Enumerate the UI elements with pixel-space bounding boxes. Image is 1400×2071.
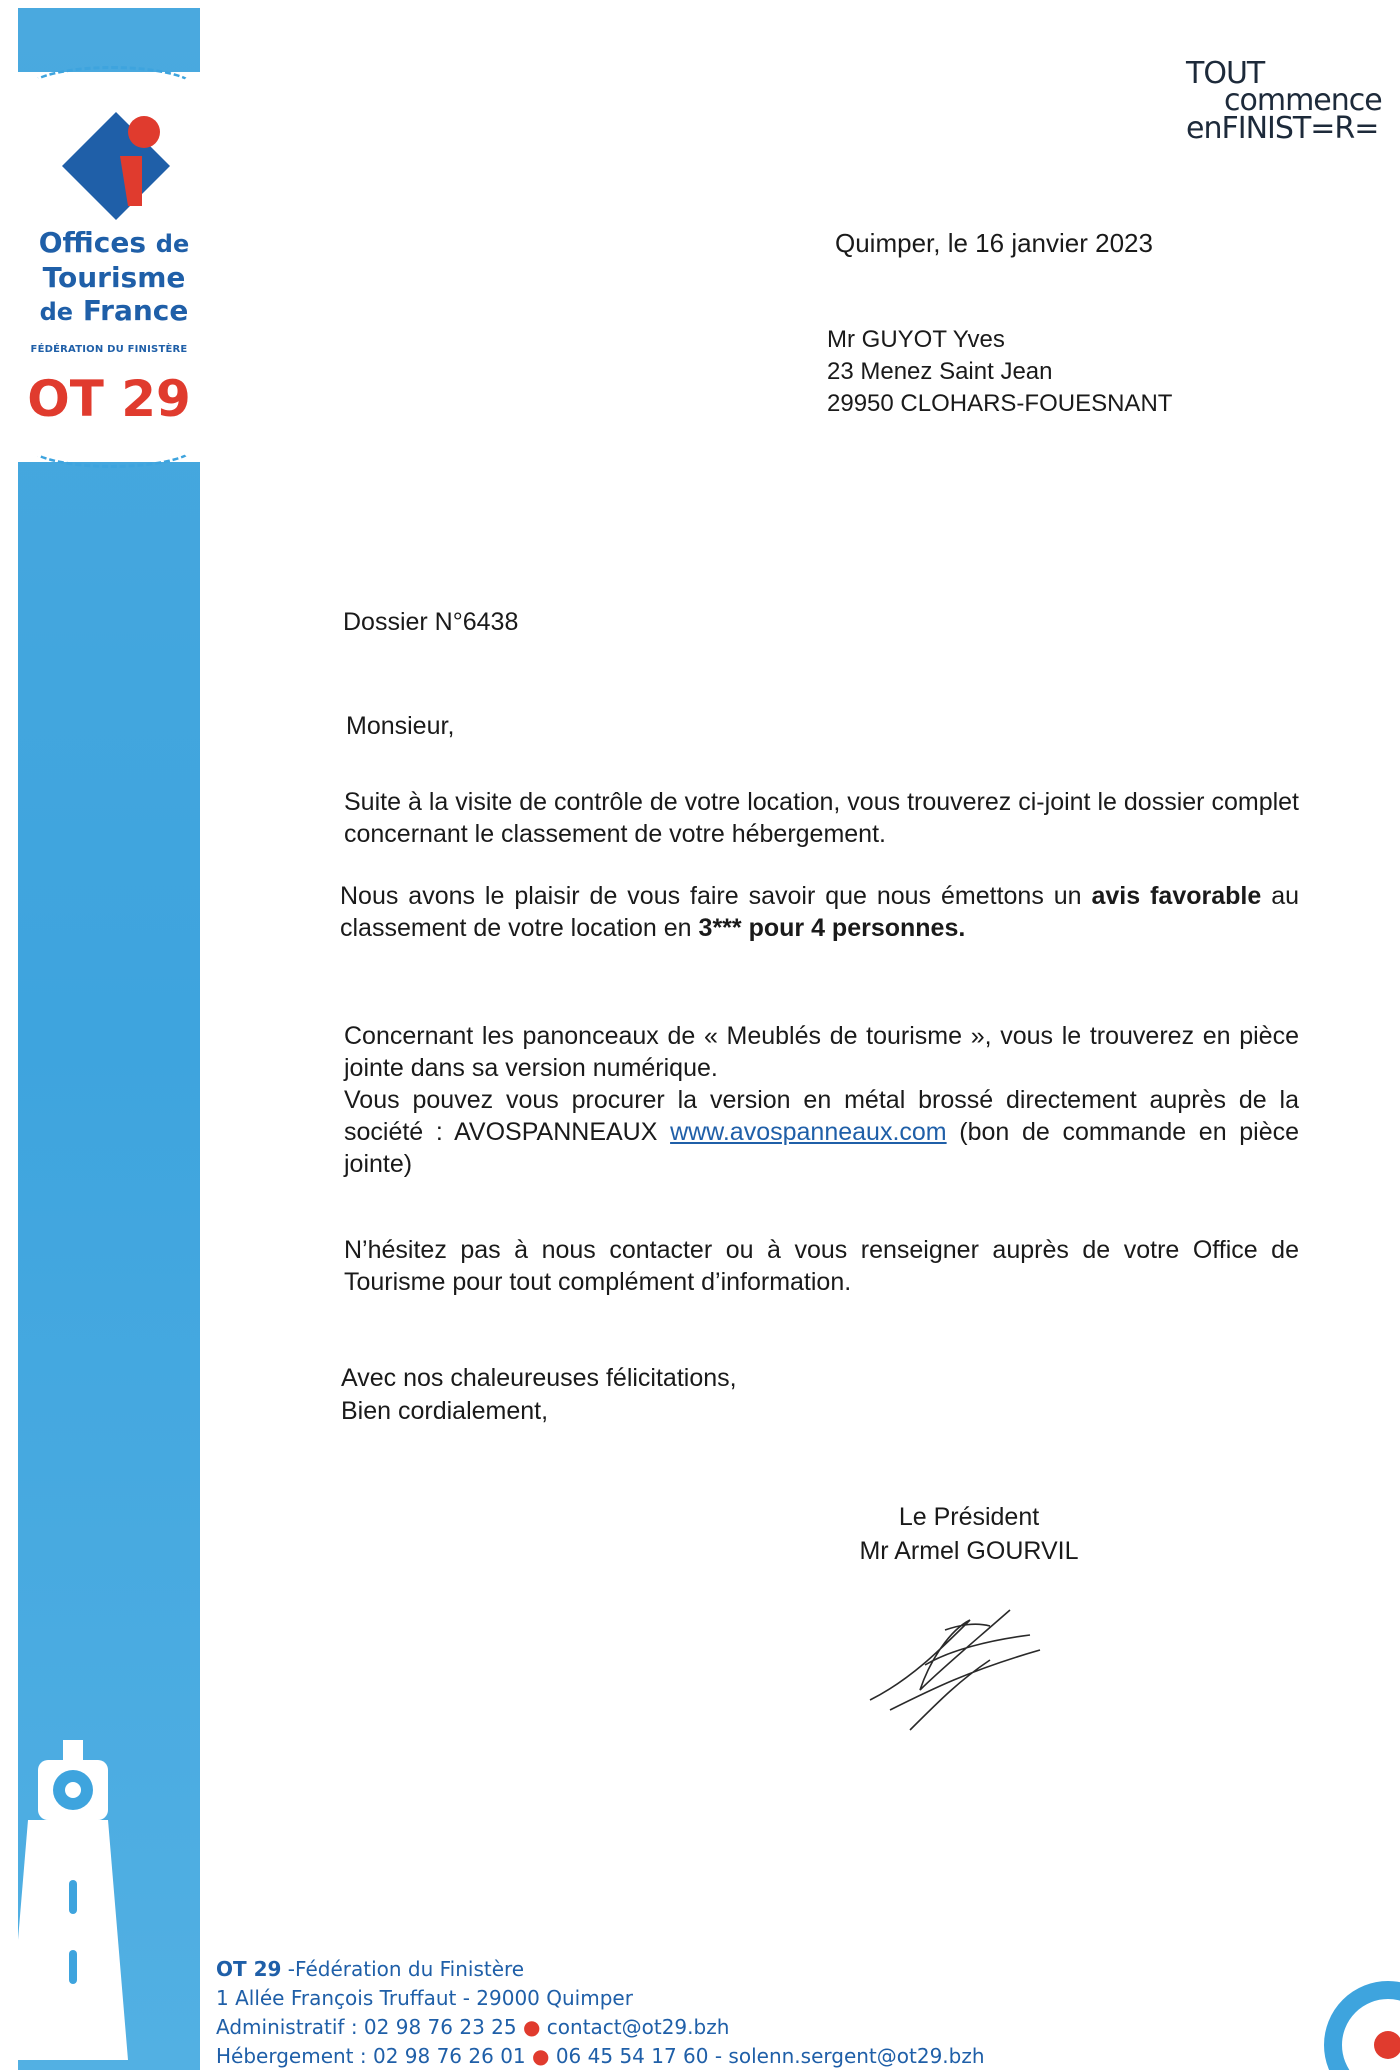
footer-email-contact[interactable]: contact@ot29.bzh xyxy=(546,2015,730,2039)
offices-de-tourisme-logo xyxy=(18,72,200,462)
recipient-city: 29950 CLOHARS-FOUESNANT xyxy=(827,390,1173,417)
info-diamond-icon xyxy=(58,102,188,222)
closing-lines: Avec nos chaleureuses félicitations, Bien cordialement, xyxy=(341,1364,737,1425)
footer-contact: OT 29 -Fédération du Finistère 1 Allée François Truffaut - 29000 Quimper Administratif : 02 98 76 23 25 ● contact@ot29.bzh Hébergement : 02 98 76 26 01 ● 06 45 54 17 60 - solenn.sergent@ot29.bzh xyxy=(216,1957,985,2068)
corner-ring-icon xyxy=(1318,1970,1400,2070)
recipient-address xyxy=(827,324,1172,420)
signer-block xyxy=(844,1500,1094,1568)
signer-title: Le Président xyxy=(898,1503,1040,1531)
salutation: Monsieur, xyxy=(346,712,455,740)
ot29-logo-text: OT 29 xyxy=(27,370,191,428)
recipient-street: 23 Menez Saint Jean xyxy=(827,358,1053,385)
offices-tourisme-wordmark: Offices de Tourisme de France xyxy=(38,226,190,327)
logo-dashed-arc-bottom xyxy=(26,422,198,468)
avis-favorable: avis favorable xyxy=(1091,882,1262,910)
finistere-tagline-logo: TOUT commence enFINIST=R= xyxy=(1186,56,1382,146)
avospanneaux-link[interactable]: www.avospanneaux.com xyxy=(670,1118,947,1146)
letter-date: Quimper, le 16 janvier 2023 xyxy=(835,228,1153,258)
paragraph-visit: Suite à la visite de contrôle de votre location, vous trouverez ci-joint le dossier complet concernant le classement de votre hébergement. xyxy=(344,788,1299,848)
paragraph-contact: N’hésitez pas à nous contacter ou à vous renseigner auprès de votre Office de Tourisme pour tout complément d’information. xyxy=(344,1236,1299,1296)
recipient-name: Mr GUYOT Yves xyxy=(827,326,1005,353)
lighthouse-icon xyxy=(18,1730,148,2060)
paragraph-panonceaux: Concernant les panonceaux de « Meublés de tourisme », vous le trouverez en pièce jointe dans sa version numérique. Vous pouvez vous procurer la version en métal brossé directement auprès de la société : AVOSPANNEAUX www.avospanneaux.com (bon de commande en pièce jointe) xyxy=(344,1022,1300,1178)
footer-hebergement-contact[interactable]: 06 45 54 17 60 - solenn.sergent@ot29.bzh xyxy=(555,2044,985,2068)
dossier-number: Dossier N°6438 xyxy=(343,608,519,636)
paragraph-classification: Nous avons le plaisir de vous faire savoir que nous émettons un avis favorable au classement de votre location en 3*** pour 4 personnes. xyxy=(340,882,1299,942)
handwritten-signature xyxy=(850,1590,1060,1740)
classification-rating: 3*** pour 4 personnes. xyxy=(698,914,966,942)
signer-name: Mr Armel GOURVIL xyxy=(859,1537,1079,1565)
federation-label: FÉDÉRATION DU FINISTÈRE xyxy=(30,344,188,355)
